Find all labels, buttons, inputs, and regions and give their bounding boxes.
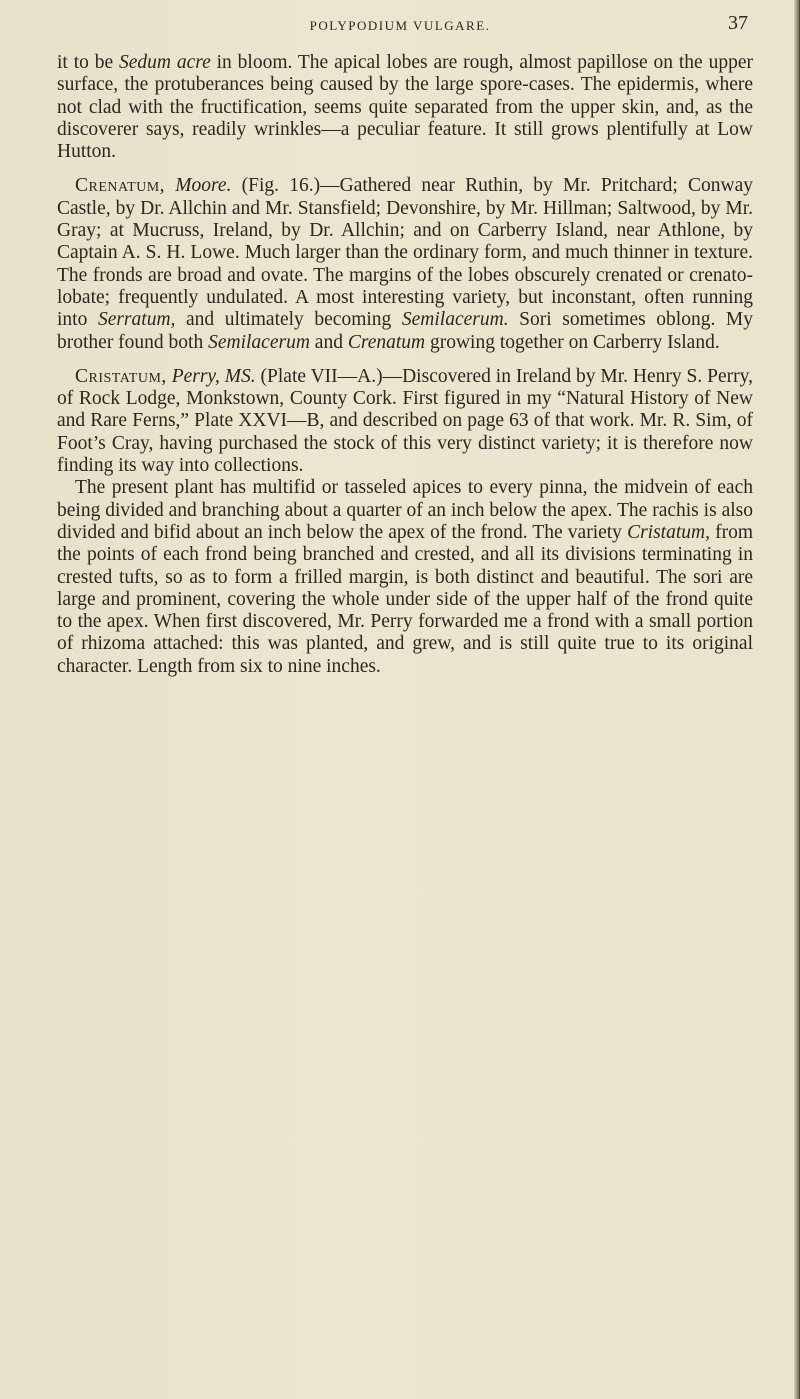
text-run: from the points of each frond being branched and crested, and all its divisions terminating in crested tufts, so as to form a frilled margin, is both distinct and beautiful. The sori are large and prominent, covering the whole under side of the upper half of the frond quite to the apex. When first discovered, Mr. Perry forwarded me a frond with a small portion of rhizoma attached: this was planted, and grew, and is still quite true to its original character. Length from six to nine inches. [57,521,753,677]
text-run: it to be [57,52,119,73]
italic-term: Cristatum, [627,521,710,543]
text-run: (Plate VII—A.)—Discovered in Ireland by Mr. Henry S. Perry, of Rock Lodge, Monkstown, County Cork. First figured in my “Natural History of New and Rare Ferns,” Plate XXVI—B, and described on page 63 of that work. Mr. R. Sim, of Foot’s Cray, having purchased the stock of this very distinct variety; it is therefore now finding its way into collections. [57,365,753,477]
page-number: 37 [728,12,748,34]
text-run: Sori sometimes oblong. My brother found both [57,309,754,353]
paragraph-cristatum [57,366,753,477]
body-text [57,52,753,678]
variety-author: Perry, MS. [171,365,256,387]
paragraph-crenatum [57,175,753,353]
italic-term: Semilacerum. [401,309,509,331]
italic-term: Semilacerum [208,331,310,353]
page-header [0,12,800,42]
text-run: growing together on Carberry Island. [425,331,720,353]
variety-author: Moore. [175,175,232,197]
text-run: The present plant has multifid or tasseled apices to every pinna, the midvein of each being divided and branching about a quarter of an inch below the apex. The rachis is also divided and bifid about an inch below the apex of the frond. The variety [57,477,753,543]
text-run: and [309,331,348,353]
text-run: and ultimately becoming [175,309,402,331]
variety-name: Crenatum, [75,175,166,197]
paragraph-sedum [57,52,753,163]
variety-name: Cristatum, [75,365,167,387]
running-head: POLYPODIUM VULGARE. [309,18,491,33]
italic-term: Serratum, [97,309,176,331]
page-edge-shadow [794,0,800,1399]
italic-term: Crenatum [347,331,426,353]
italic-term: Sedum acre [119,52,211,73]
paragraph-description [57,477,753,678]
text-run: (Fig. 16.)—Gathered near Ruthin, by Mr. Pritchard; Conway Castle, by Dr. Allchin and Mr. Stansfield; Devonshire, by Mr. Hillman; Saltwood, by Mr. Gray; at Mucruss, Ireland, by Dr. Allchin; and on Carberry Island, near Athlone, by Captain A. S. H. Lowe. Much larger than the ordinary form, and much thinner in texture. The fronds are broad and ovate. The margins of the lobes obscurely crenated or crenato-lobate; frequently undulated. A most interesting variety, but inconstant, often running into [57,175,754,331]
text-run: in bloom. The apical lobes are rough, almost papillose on the upper surface, the protuberances being caused by the large spore-cases. The epidermis, where not clad with the fructification, seems quite separated from the upper skin, and, as the discoverer says, readily wrinkles—a peculiar feature. It still grows plentifully at Low Hutton. [57,52,753,163]
